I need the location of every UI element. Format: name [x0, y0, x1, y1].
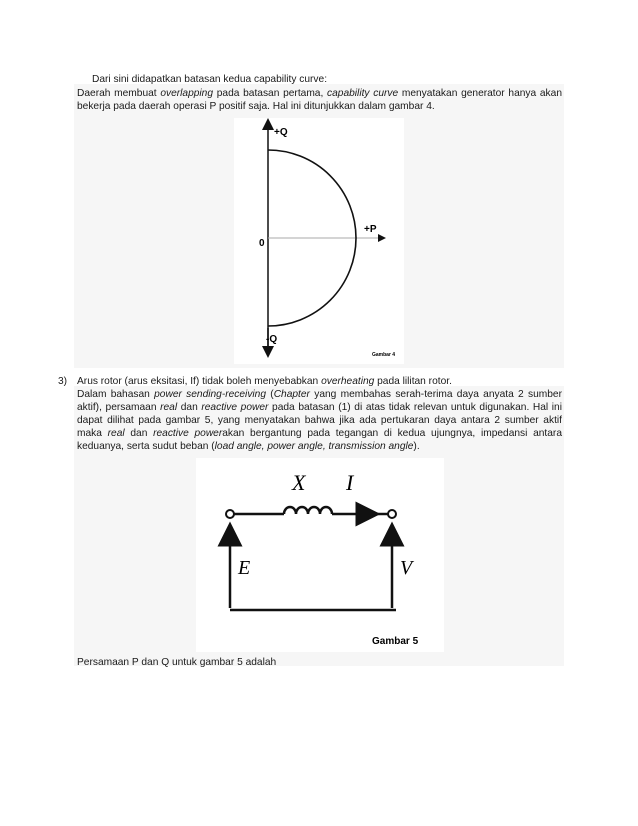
- label-e: E: [238, 557, 251, 579]
- terminal-left: [226, 510, 234, 518]
- inductor-coil: [284, 507, 332, 514]
- circuit-diagram: [196, 458, 444, 652]
- item3-line3: aktif), persamaan real dan reactive power pada batasan (1) di atas tidak relevan untuk digunakan. Hal ini: [77, 402, 562, 413]
- p-axis-arrowhead: [378, 234, 386, 242]
- label-x: X: [292, 470, 306, 495]
- label-plus-p: +P: [364, 224, 377, 235]
- para1-line3: bekerja pada daerah operasi P positif saja. Hal ini ditunjukkan dalam gambar 4.: [77, 101, 435, 112]
- capability-curve-diagram: [234, 118, 404, 364]
- figure-4: [234, 118, 404, 364]
- item3-line5: maka real dan reactive powerakan bergantung pada tegangan di kedua ujungnya, impedansi antara: [77, 428, 562, 439]
- figure-5: [196, 458, 444, 652]
- label-zero: 0: [259, 238, 265, 249]
- item3-line1: Arus rotor (arus eksitasi, If) tidak boleh menyebabkan overheating pada lilitan rotor.: [77, 376, 452, 387]
- para1-line2: Daerah membuat overlapping pada batasan pertama, capability curve menyatakan generator hanya akan: [77, 88, 562, 99]
- terminal-right: [388, 510, 396, 518]
- figure-4-caption: Gambar 4: [372, 352, 396, 358]
- para1-line1: Dari sini didapatkan batasan kedua capability curve:: [92, 74, 328, 85]
- item3-line4: dapat dilihat pada gambar 5, yang menyatakan bahwa jika ada pertukaran daya antara 2 sumber aktif: [77, 415, 562, 426]
- label-i: I: [346, 470, 354, 495]
- label-v: V: [400, 557, 413, 579]
- item3-line6: keduanya, serta sudut beban (load angle, power angle, transmission angle).: [77, 441, 420, 452]
- figure-5-caption: Gambar 5: [372, 636, 419, 647]
- item-number: 3): [58, 376, 68, 387]
- item3-line2: Dalam bahasan power sending-receiving (Chapter yang membahas serah-terima daya anyata 2 sumber: [77, 389, 562, 400]
- para-end: Persamaan P dan Q untuk gambar 5 adalah: [77, 657, 277, 668]
- label-minus-q: -Q: [266, 334, 278, 345]
- label-plus-q: +Q: [274, 127, 288, 138]
